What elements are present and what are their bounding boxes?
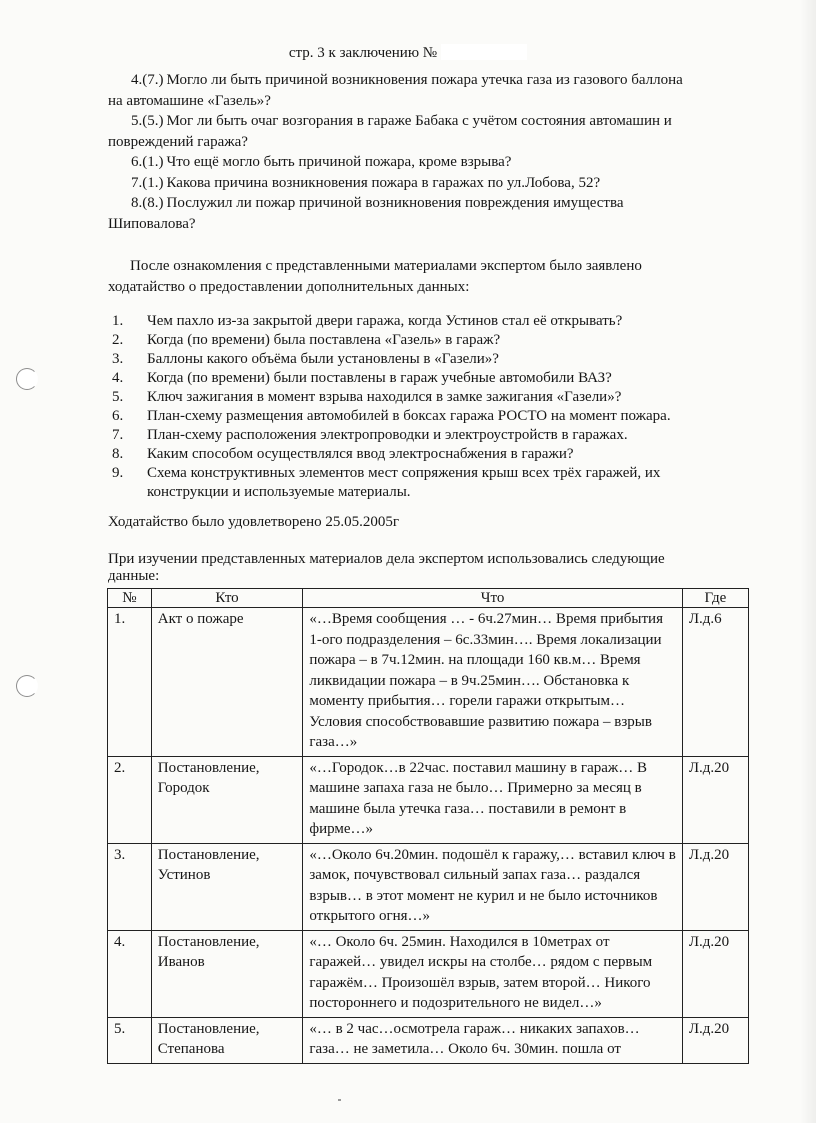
question-item: [131, 70, 751, 91]
question-item: [131, 193, 751, 214]
granted-statement: Ходатайство было удовлетворено 25.05.2005г: [108, 514, 400, 530]
punch-hole: [16, 368, 38, 390]
column-header-where: Где: [682, 589, 748, 608]
table-row: [108, 608, 749, 757]
request-number: 2.: [112, 332, 124, 348]
question-number: 4.(7.): [131, 72, 164, 88]
request-item: [112, 407, 742, 426]
request-text: План-схему размещения автомобилей в боксах гаража РОСТО на момент пожара.: [147, 408, 671, 424]
question-number: 7.(1.): [131, 174, 164, 191]
request-item: [112, 369, 742, 388]
evidence-table: [107, 588, 749, 1064]
table-row: [108, 1017, 749, 1063]
row-what: «…Около 6ч.20мин. подошёл к гаражу,… вставил ключ в замок, почувствовал сильный запах газа… раздался взрыв… в этот момент не курил и не было источников открытого огня…»: [303, 843, 683, 930]
row-what: «…Время сообщения … - 6ч.27мин… Время прибытия 1-ого подразделения – 6с.33мин…. Время локализации пожара – в 7ч.12мин. на площади 160 кв.м… Время ликвидации пожара – в 9ч.25мин…. Обстановка к моменту прибытия… горели гаражи открытым… Условия способствовавшие развитию пожара – взрыв газа…»: [303, 608, 683, 757]
column-header-who: Кто: [151, 589, 303, 608]
question-number: 5.(5.): [131, 113, 164, 129]
row-where: Л.д.20: [682, 756, 748, 843]
question-list: [108, 70, 751, 234]
question-continuation: на автомашине «Газель»?: [108, 92, 271, 109]
materials-intro: [108, 551, 748, 585]
request-number: 3.: [112, 351, 124, 367]
request-text: План-схему расположения электропроводки и электроустройств в гаражах.: [147, 427, 628, 443]
table-header-row: [108, 589, 749, 608]
table-row: [108, 930, 749, 1017]
request-item: [112, 388, 742, 407]
request-number: 1.: [112, 313, 124, 329]
scan-edge-shadow: [800, 0, 816, 1123]
row-who: Постановление, Степанова: [151, 1017, 303, 1063]
row-where: Л.д.6: [682, 608, 748, 757]
request-number: 9.: [112, 465, 124, 481]
request-text: Схема конструктивных элементов мест сопряжения крыш всех трёх гаражей, их конструкции и используемые материалы.: [147, 465, 661, 500]
row-where: Л.д.20: [682, 1017, 748, 1063]
question-item: [131, 173, 751, 194]
request-number: 7.: [112, 427, 124, 443]
column-header-number: №: [108, 589, 152, 608]
request-text: Когда (по времени) была поставлена «Газель» в гараж?: [147, 332, 501, 348]
punch-hole: [16, 675, 38, 697]
row-where: Л.д.20: [682, 843, 748, 930]
request-text: Чем пахло из-за закрытой двери гаража, когда Устинов стал её открывать?: [147, 313, 623, 329]
row-where: Л.д.20: [682, 930, 748, 1017]
row-who: Постановление, Иванов: [151, 930, 303, 1017]
request-text: Баллоны какого объёма были установлены в «Газели»?: [147, 351, 499, 367]
materials-intro-line: данные:: [108, 568, 160, 584]
intro-line: После ознакомления с представленными материалами экспертом было заявлено: [130, 258, 642, 274]
question-text: Мог ли быть очаг возгорания в гараже Бабака с учётом состояния автомашин и: [166, 113, 672, 129]
question-number: 8.(8.): [131, 195, 164, 211]
request-list: [112, 312, 742, 502]
question-text: Послужил ли пожар причиной возникновения повреждения имущества: [166, 195, 624, 211]
table-row: [108, 843, 749, 930]
request-number: 8.: [112, 446, 124, 462]
row-number: 2.: [108, 756, 152, 843]
row-what: «…Городок…в 22час. поставил машину в гараж… В машине запаха газа не было… Примерно за месяц в машине была утечка газа… поставили в ремонт в фирме…»: [303, 756, 683, 843]
question-item: [131, 152, 751, 173]
question-text: Могло ли быть причиной возникновения пожара утечка газа из газового баллона: [166, 72, 683, 88]
request-text: Когда (по времени) были поставлены в гараж учебные автомобили ВАЗ?: [147, 370, 612, 386]
row-number: 3.: [108, 843, 152, 930]
question-number: 6.(1.): [131, 154, 164, 170]
redaction: [441, 44, 527, 60]
request-number: 4.: [112, 370, 124, 386]
materials-intro-line: При изучении представленных материалов дела экспертом использовались следующие: [108, 551, 665, 567]
request-text: Каким способом осуществлялся ввод электроснабжения в гаражи?: [147, 446, 574, 462]
question-continuation: Шиповалова?: [108, 215, 196, 232]
question-continuation: повреждений гаража?: [108, 133, 248, 150]
request-number: 5.: [112, 389, 124, 405]
request-item: [112, 445, 742, 464]
request-item: [112, 426, 742, 445]
row-what: «… в 2 час…осмотрела гараж… никаких запахов… газа… не заметила… Около 6ч. 30мин. пошла от: [303, 1017, 683, 1063]
row-number: 5.: [108, 1017, 152, 1063]
row-who: Акт о пожаре: [151, 608, 303, 757]
scan-speck: [338, 1099, 341, 1101]
request-text: Ключ зажигания в момент взрыва находился в замке зажигания «Газели»?: [147, 389, 622, 405]
intro-line: ходатайство о предоставлении дополнительных данных:: [108, 278, 470, 295]
row-who: Постановление, Городок: [151, 756, 303, 843]
question-text: Что ещё могло быть причиной пожара, кроме взрыва?: [166, 154, 512, 170]
page-label: стр. 3 к заключению №: [288, 45, 438, 61]
question-item: [131, 111, 751, 132]
row-who: Постановление, Устинов: [151, 843, 303, 930]
row-what: «… Около 6ч. 25мин. Находился в 10метрах от гаражей… увидел искры на столбе… рядом с первым гаражём… Произошёл взрыв, затем второй… Никого постороннего и подозрительного не видел…»: [303, 930, 683, 1017]
request-item: [112, 464, 742, 502]
request-number: 6.: [112, 408, 124, 424]
request-item: [112, 312, 742, 331]
column-header-what: Что: [303, 589, 683, 608]
row-number: 4.: [108, 930, 152, 1017]
request-intro: [108, 256, 738, 297]
page-header: [0, 44, 816, 62]
question-text: Какова причина возникновения пожара в гаражах по ул.Лобова, 52?: [166, 174, 601, 191]
row-number: 1.: [108, 608, 152, 757]
request-item: [112, 350, 742, 369]
request-item: [112, 331, 742, 350]
table-row: [108, 756, 749, 843]
